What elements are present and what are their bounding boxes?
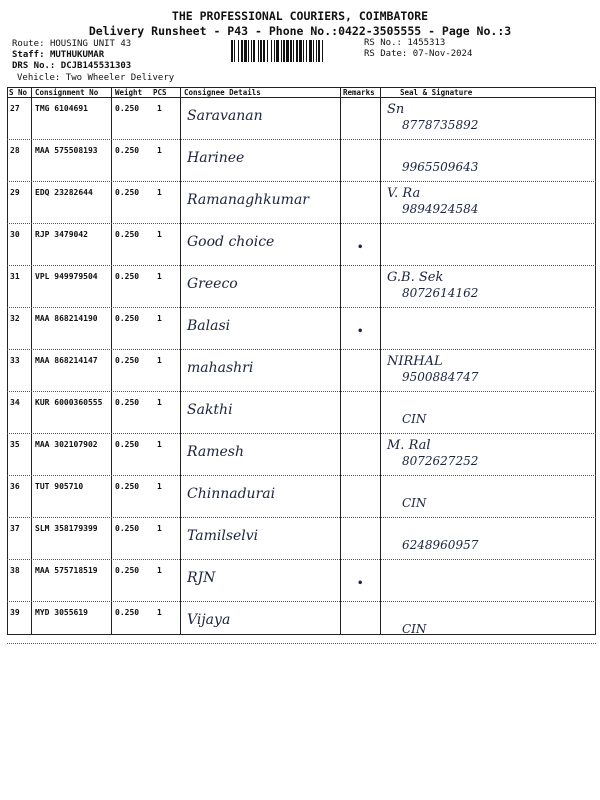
row-consignment-no: MAA 575508193 [35,146,98,155]
row-remark-mark: • [357,578,364,589]
barcode [231,40,358,62]
row-pcs: 1 [157,398,162,407]
row-remark-mark: • [357,326,364,337]
row-sno: 38 [10,566,20,575]
row-pcs: 1 [157,524,162,533]
row-pcs: 1 [157,104,162,113]
row-signature-note: CIN [402,622,427,636]
row-consignment-no: EDQ 23282644 [35,188,93,197]
row-sno: 36 [10,482,20,491]
rs-date-value: 07-Nov-2024 [412,49,473,59]
row-pcs: 1 [157,314,162,323]
table-row [7,308,596,350]
row-signature-note: 9894924584 [402,202,479,216]
row-consignment-no: MAA 868214190 [35,314,98,323]
row-sno: 28 [10,146,20,155]
row-consignment-no: TUT 905710 [35,482,84,491]
row-consignee-handwriting: Ramanaghkumar [187,192,309,208]
route-line [12,39,131,49]
row-consignee-handwriting: Tamilselvi [187,528,259,544]
staff-line [12,50,104,60]
row-consignee-handwriting: Greeco [187,276,238,292]
row-signature: Sn [387,102,405,117]
row-pcs: 1 [157,230,162,239]
row-weight: 0.250 [115,314,140,323]
vehicle-line [17,73,174,83]
row-weight: 0.250 [115,188,140,197]
row-consignee-handwriting: Ramesh [187,444,244,460]
row-sno: 39 [10,608,20,617]
row-separator [7,643,596,644]
route-label: Route: [12,39,45,49]
table-row [7,182,596,224]
row-weight: 0.250 [115,398,140,407]
table-row [7,224,596,266]
staff-value: MUTHUKUMAR [49,50,105,60]
row-consignee-handwriting: Sakthi [187,402,233,418]
row-weight: 0.250 [115,146,140,155]
rs-no-value: 1455313 [407,38,446,48]
table-row [7,392,596,434]
staff-label: Staff: [12,50,45,60]
row-pcs: 1 [157,356,162,365]
row-consignee-handwriting: Vijaya [187,612,231,628]
row-sno: 33 [10,356,20,365]
row-signature: V. Ra [387,186,421,201]
table-row [7,266,596,308]
row-signature-note: CIN [402,412,427,426]
barcode-bar [323,40,326,62]
row-sno: 31 [10,272,20,281]
table-row [7,518,596,560]
row-weight: 0.250 [115,440,140,449]
rs-date-label: RS Date: [364,49,408,59]
row-sno: 27 [10,104,20,113]
row-pcs: 1 [157,272,162,281]
row-consignment-no: MYD 3055619 [35,608,88,617]
company-title: THE PROFESSIONAL COURIERS, COIMBATORE [171,9,429,23]
row-pcs: 1 [157,566,162,575]
rs-date-line [364,49,472,59]
rs-no-label: RS No.: [364,38,402,48]
runsheet-subtitle: Delivery Runsheet - P43 - Phone No.:0422-3505555 - Page No.:3 [88,24,512,38]
row-consignee-handwriting: Balasi [187,318,231,334]
row-signature-note: 9500884747 [402,370,479,384]
vehicle-value: Two Wheeler Delivery [65,73,175,83]
drs-label: DRS No.: [12,61,56,71]
row-pcs: 1 [157,440,162,449]
row-weight: 0.250 [115,566,140,575]
row-signature-note: 6248960957 [402,538,479,552]
header-sno: S No [9,88,28,97]
table-row [7,140,596,182]
row-consignee-handwriting: Saravanan [187,108,263,124]
row-consignee-handwriting: Harinee [187,150,245,166]
header-seal: Seal & Signature [400,88,473,97]
row-consignee-handwriting: Good choice [187,234,275,250]
row-remark-mark: • [357,242,364,253]
header-pcs: PCS [153,88,167,97]
row-sno: 35 [10,440,20,449]
rs-no-line [364,38,445,48]
table-row [7,350,596,392]
row-signature: NIRHAL [387,354,443,369]
drs-value: DCJB145531303 [60,61,132,71]
row-weight: 0.250 [115,524,140,533]
row-consignee-handwriting: mahashri [187,360,254,376]
row-consignment-no: MAA 302107902 [35,440,98,449]
row-weight: 0.250 [115,608,140,617]
vehicle-label: Vehicle: [17,73,61,83]
row-pcs: 1 [157,188,162,197]
row-weight: 0.250 [115,356,140,365]
row-consignment-no: TMG 6104691 [35,104,88,113]
row-weight: 0.250 [115,104,140,113]
row-signature-note: 8072614162 [402,286,479,300]
table-row [7,434,596,476]
row-consignment-no: MAA 575718519 [35,566,98,575]
row-pcs: 1 [157,146,162,155]
row-signature-note: 8778735892 [402,118,479,132]
header-consignee: Consignee Details [184,88,261,97]
row-sno: 32 [10,314,20,323]
row-signature: G.B. Sek [387,270,444,285]
row-sno: 29 [10,188,20,197]
table-row [7,602,596,644]
row-consignment-no: SLM 358179399 [35,524,98,533]
row-sno: 34 [10,398,20,407]
table-row [7,560,596,602]
table-bottom-rule [7,634,596,635]
row-consignee-handwriting: Chinnadurai [187,486,276,502]
runsheet-table [7,87,596,635]
header-weight: Weight [115,88,143,97]
row-sno: 37 [10,524,20,533]
row-signature-note: CIN [402,496,427,510]
row-consignment-no: VPL 949979504 [35,272,98,281]
row-sno: 30 [10,230,20,239]
header-consignment: Consignment No [35,88,99,97]
route-value: HOUSING UNIT 43 [49,39,132,49]
row-pcs: 1 [157,482,162,491]
row-weight: 0.250 [115,482,140,491]
table-row [7,98,596,140]
row-signature-note: 9965509643 [402,160,479,174]
row-consignment-no: MAA 868214147 [35,356,98,365]
row-consignment-no: RJP 3479042 [35,230,88,239]
table-row [7,476,596,518]
row-consignee-handwriting: RJN [187,570,216,586]
row-pcs: 1 [157,608,162,617]
row-signature-note: 8072627252 [402,454,479,468]
header-remarks: Remarks [343,88,375,97]
row-weight: 0.250 [115,272,140,281]
row-weight: 0.250 [115,230,140,239]
row-consignment-no: KUR 6000360555 [35,398,103,407]
drs-line [12,61,131,71]
row-signature: M. Ral [387,438,431,453]
